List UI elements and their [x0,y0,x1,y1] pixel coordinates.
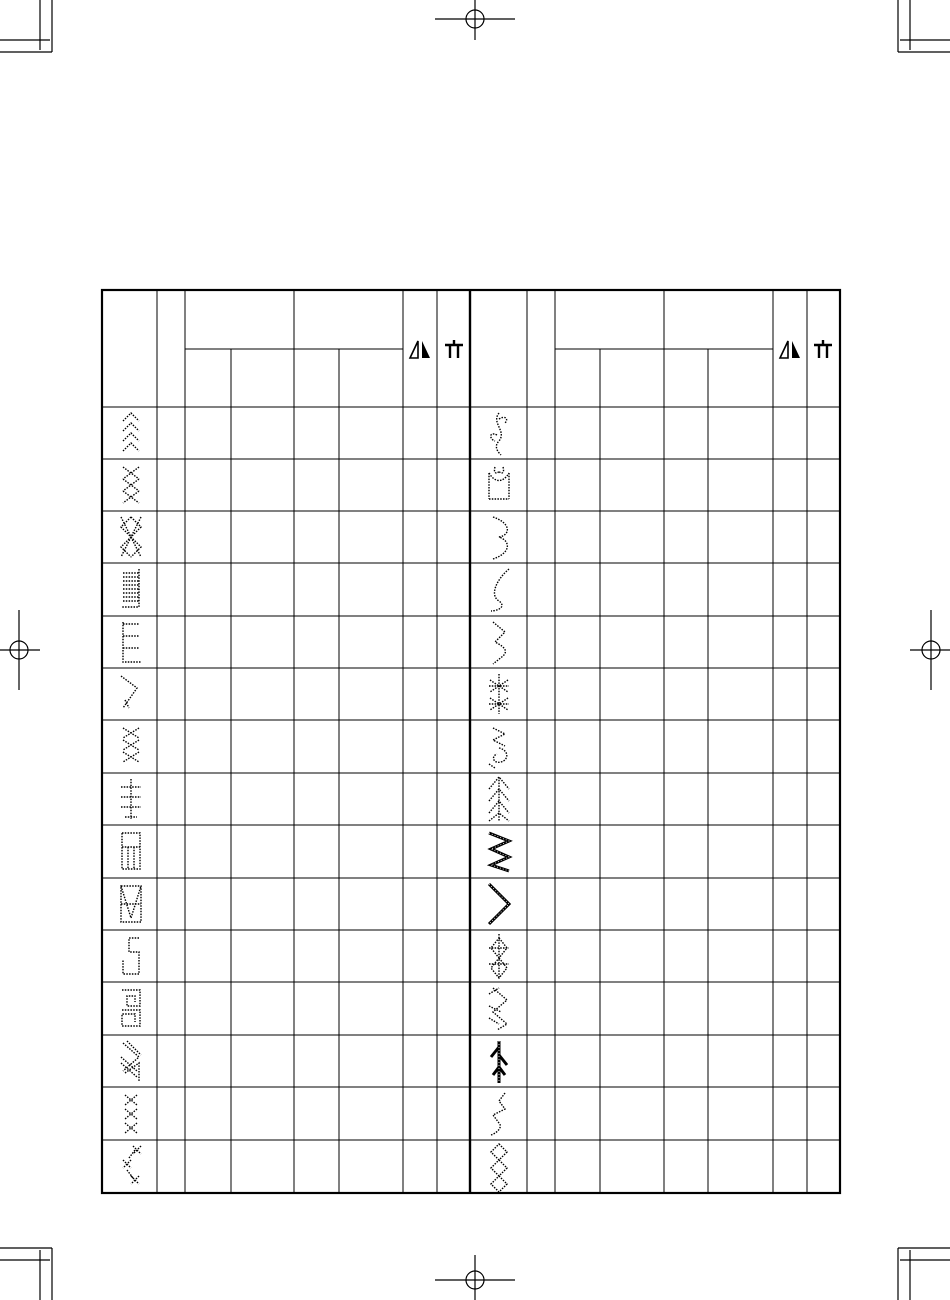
mirror-image-icon [410,341,430,358]
hook-stitch-icon [121,676,137,708]
scattered-cross-stitch-icon [123,1146,141,1184]
diamond-cross-stitch-icon [489,934,509,978]
fishbone-stitch-icon [121,779,141,819]
bold-zigzag-stitch-icon [489,833,509,871]
wave-stitch-icon [491,569,509,611]
step-curve-stitch-icon [491,1093,505,1135]
triangle-box-stitch-icon [121,886,141,922]
arrow-tree-stitch-icon [489,777,509,821]
mirror-image-icon [780,341,800,358]
bracket-chain-stitch-icon [489,988,507,1030]
spiral-key-stitch-icon [122,990,140,1026]
ladder-comb-stitch-icon [121,569,139,607]
diamond-lattice-stitch-icon [121,517,141,557]
star-stitch-icon [489,674,509,714]
diamond-chain-stitch-icon [491,1144,507,1192]
e-bracket-stitch-icon [123,622,141,662]
arrow-chevron-stitch-icon [123,413,139,451]
crown-stitch-icon [489,467,509,499]
table-grid [102,290,840,1193]
zigzag-curve-stitch-icon [493,622,505,664]
x-cross-stitch-icon [123,728,139,762]
stitch-pattern-icons [121,413,509,1192]
branch-stitch-icon [491,1041,507,1083]
tie-off-icon [445,340,463,358]
scroll-stitch-icon [489,728,507,768]
leaf-vine-stitch-icon [491,413,507,455]
tie-off-icon [814,340,832,358]
double-cross-stitch-icon [123,467,139,503]
s-curve-stitch-icon [493,517,507,559]
dot-cross-stitch-icon [125,1095,137,1133]
bold-chevron-stitch-icon [489,884,509,924]
feather-stitch-icon [121,1041,141,1081]
greek-key-stitch-icon [123,938,139,974]
box-bar-stitch-icon [122,833,140,869]
